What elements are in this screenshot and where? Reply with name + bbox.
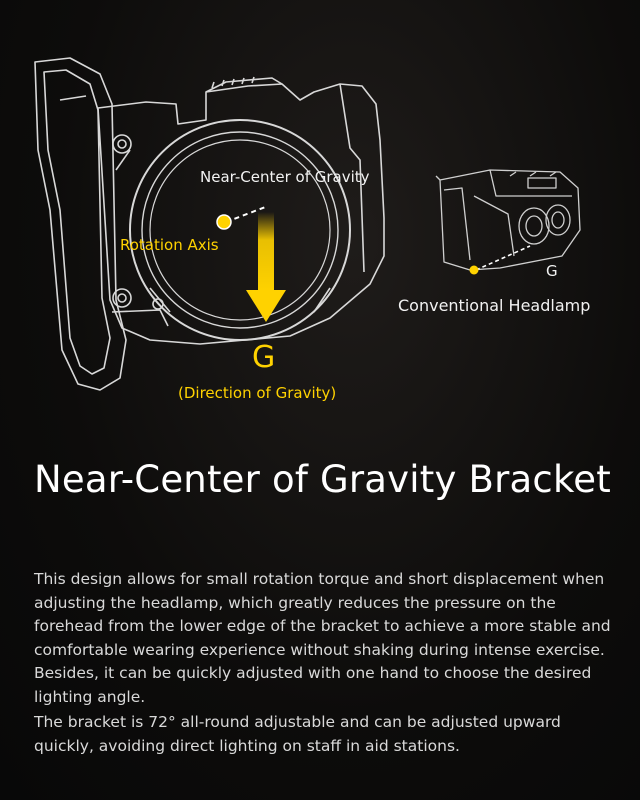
direction-of-gravity-label: (Direction of Gravity) xyxy=(178,384,337,402)
conventional-g-label: G xyxy=(546,262,558,280)
description-paragraph-2: The bracket is 72° all-round adjustable and can be adjusted upward quickly, avoiding direct lighting on staff in aid stations. xyxy=(34,713,561,755)
description-paragraph-1: This design allows for small rotation torque and short displacement when adjusting the headlamp, which greatly reduces the pressure on the forehead from the lower edge of the bracket to achieve a more stable and comfortable wearing experience without shaking during intense exercise. Besides, it can be quickly adjusted with one hand to choose the desired lighting angle. xyxy=(34,570,611,706)
page-title: Near-Center of Gravity Bracket xyxy=(34,458,611,501)
conventional-headlamp-label: Conventional Headlamp xyxy=(398,296,591,315)
gravity-g-label: G xyxy=(252,340,276,375)
description xyxy=(34,568,614,760)
near-center-of-gravity-label: Near-Center of Gravity xyxy=(200,168,370,186)
bracket-drawing xyxy=(35,58,384,390)
conventional-axis-marker xyxy=(470,246,531,275)
gravity-arrow xyxy=(246,212,286,322)
rotation-axis-label: Rotation Axis xyxy=(120,236,219,254)
